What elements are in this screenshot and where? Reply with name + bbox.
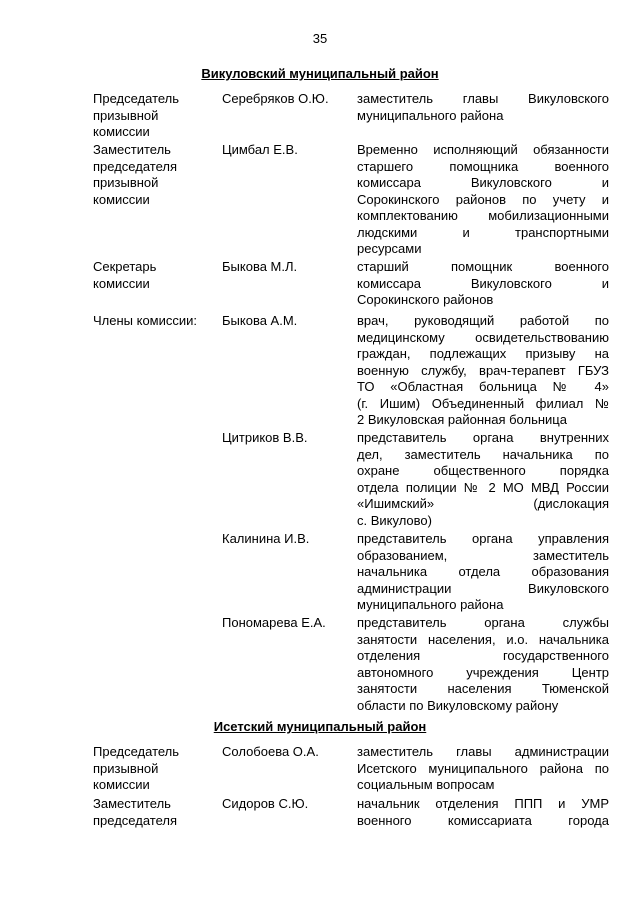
text-line: Председатель (93, 91, 180, 106)
text-line: представитель органа управления (357, 531, 609, 546)
text-line: Председатель (93, 744, 180, 759)
text-line: Временно исполняющий обязанности (357, 142, 609, 157)
position-description-cell (357, 430, 609, 529)
section-title: Викуловский муниципальный район (201, 66, 439, 81)
text-line: комиссии (93, 777, 150, 792)
position-description-cell (357, 313, 609, 429)
text-line: Заместитель (93, 142, 171, 157)
text-line: Цимбал Е.В. (222, 142, 298, 157)
text-line: отделения государственного (357, 648, 609, 663)
text-line: Быкова М.Л. (222, 259, 298, 274)
position-description-cell (357, 531, 609, 614)
position-description-cell (357, 91, 609, 124)
text-line: охране общественного порядка (357, 463, 609, 478)
text-line: автономного учреждения Центр (357, 664, 609, 680)
text-line: с. Викулово) (357, 512, 432, 528)
text-line: комиссара Викуловского и (357, 275, 609, 291)
text-line: комиссии (93, 191, 150, 207)
position-description-cell (357, 796, 609, 829)
text-line: старший помощник военного (357, 259, 609, 274)
text-line: Сорокинского районов по учету и (357, 191, 609, 207)
text-line: заместитель главы Викуловского (357, 91, 609, 106)
text-line: Цитриков В.В. (222, 430, 308, 445)
text-line: муниципального района (357, 107, 504, 123)
text-line: 2 Викуловская районная больница (357, 412, 567, 427)
text-line: Солобоева О.А. (222, 744, 319, 759)
member-name-cell (222, 313, 352, 330)
text-line: Сидоров С.Ю. (222, 796, 309, 811)
text-line: администрации Викуловского (357, 580, 609, 596)
text-line: Члены комиссии: (93, 313, 198, 328)
text-line: Быкова А.М. (222, 313, 298, 328)
text-line: начальник отделения ППП и УМР (357, 796, 609, 811)
text-line: муниципального района (357, 597, 504, 612)
text-line: начальника отдела образования (357, 564, 609, 579)
member-name-cell (222, 430, 352, 447)
text-line: Сорокинского районов (357, 292, 494, 307)
text-line: врач, руководящий работой по (357, 313, 609, 328)
text-line: Секретарь (93, 259, 157, 274)
text-line: людскими и транспортными (357, 224, 609, 240)
text-line: военную службу, врач-терапевт ГБУЗ (357, 362, 609, 378)
text-line: старшего помощника военного (357, 158, 609, 174)
text-line: заместитель главы администрации (357, 744, 609, 759)
text-line: образованием, заместитель (357, 547, 609, 563)
position-description-cell (357, 259, 609, 309)
position-description-cell (357, 142, 609, 258)
text-line: ТО «Областная больница № 4» (357, 379, 609, 394)
section-title: Исетский муниципальный район (213, 719, 427, 734)
text-line: комиссара Викуловского и (357, 175, 609, 190)
position-description-cell (357, 744, 609, 794)
text-line: Серебряков О.Ю. (222, 91, 329, 106)
text-line: комиссии (93, 124, 150, 139)
text-line: Пономарева Е.А. (222, 615, 326, 630)
text-line: занятости населения, и.о. начальника (357, 631, 609, 647)
text-line: занятости населения Тюменской (357, 681, 609, 696)
role-cell (93, 313, 218, 330)
role-cell (93, 796, 218, 829)
text-line: отдела полиции № 2 МО МВД России (357, 479, 609, 495)
text-line: «Ишимский» (дислокация (357, 496, 609, 511)
text-line: социальным вопросам (357, 777, 495, 792)
text-line: комплектованию мобилизационными (357, 208, 609, 223)
text-line: военного комиссариата города (357, 812, 609, 828)
role-cell (93, 91, 218, 141)
member-name-cell (222, 796, 352, 813)
text-line: представитель органа службы (357, 615, 609, 630)
text-line: Калинина И.В. (222, 531, 310, 546)
role-cell (93, 142, 218, 208)
text-line: Исетского муниципального района по (357, 760, 609, 776)
text-line: дел, заместитель начальника по (357, 446, 609, 462)
member-name-cell (222, 531, 352, 548)
member-name-cell (222, 259, 352, 276)
text-line: председателя (93, 812, 178, 828)
text-line: председателя (93, 158, 178, 174)
member-name-cell (222, 615, 352, 632)
text-line: призывной (93, 760, 159, 776)
text-line: призывной (93, 107, 159, 123)
text-line: ресурсами (357, 241, 422, 256)
text-line: (г. Ишим) Объединенный филиал № (357, 395, 609, 411)
text-line: Заместитель (93, 796, 171, 811)
text-line: комиссии (93, 275, 150, 291)
text-line: медицинскому освидетельствованию (357, 329, 609, 345)
position-description-cell (357, 615, 609, 714)
member-name-cell (222, 744, 352, 761)
text-line: граждан, подлежащих призыву на (357, 346, 609, 361)
text-line: области по Викуловскому району (357, 697, 559, 713)
page-number: 35 (312, 31, 328, 46)
member-name-cell (222, 142, 352, 159)
role-cell (93, 744, 218, 794)
role-cell (93, 259, 218, 292)
text-line: призывной (93, 175, 159, 190)
text-line: представитель органа внутренних (357, 430, 609, 445)
member-name-cell (222, 91, 352, 108)
